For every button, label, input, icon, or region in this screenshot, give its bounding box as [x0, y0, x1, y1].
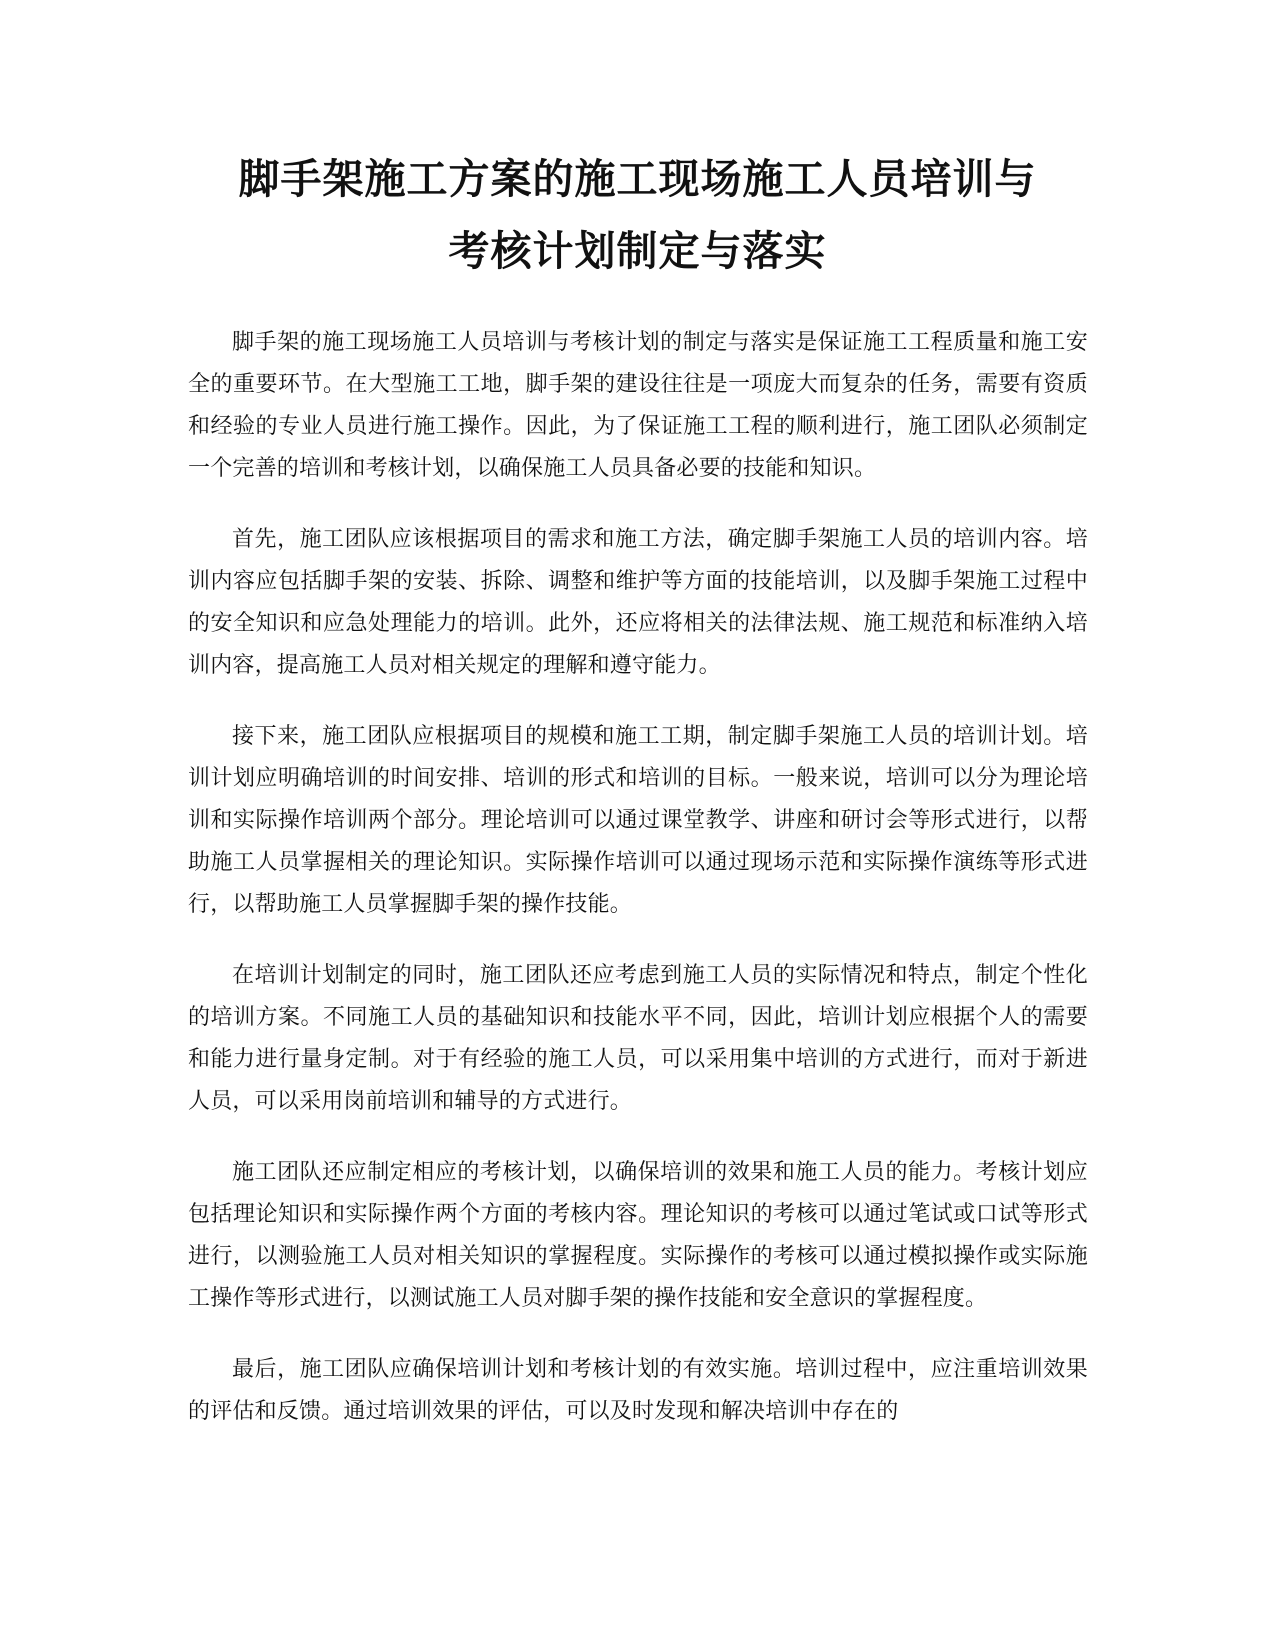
title-line-1: 脚手架施工方案的施工现场施工人员培训与: [238, 155, 1037, 203]
paragraph-6: 最后，施工团队应确保培训计划和考核计划的有效实施。培训过程中，应注重培训效果的评估和反馈。通过培训效果的评估，可以及时发现和解决培训中存在的: [188, 1357, 1088, 1424]
paragraph-1: 脚手架的施工现场施工人员培训与考核计划的制定与落实是保证施工工程质量和施工安全的重要环节。在大型施工工地，脚手架的建设往往是一项庞大而复杂的任务，需要有资质和经验的专业人员进行施工操作。因此，为了保证施工工程的顺利进行，施工团队必须制定一个完善的培训和考核计划，以确保施工人员具备必要的技能和知识。: [188, 330, 1088, 481]
document-body: [188, 322, 1088, 1433]
paragraph-2: 首先，施工团队应该根据项目的需求和施工方法，确定脚手架施工人员的培训内容。培训内容应包括脚手架的安装、拆除、调整和维护等方面的技能培训，以及脚手架施工过程中的安全知识和应急处理能力的培训。此外，还应将相关的法律法规、施工规范和标准纳入培训内容，提高施工人员对相关规定的理解和遵守能力。: [188, 527, 1088, 678]
paragraph-4: 在培训计划制定的同时，施工团队还应考虑到施工人员的实际情况和特点，制定个性化的培训方案。不同施工人员的基础知识和技能水平不同，因此，培训计划应根据个人的需要和能力进行量身定制。对于有经验的施工人员，可以采用集中培训的方式进行，而对于新进人员，可以采用岗前培训和辅导的方式进行。: [188, 963, 1088, 1114]
title-line-2: 考核计划制定与落实: [448, 227, 827, 275]
paragraph-5: 施工团队还应制定相应的考核计划，以确保培训的效果和施工人员的能力。考核计划应包括理论知识和实际操作两个方面的考核内容。理论知识的考核可以通过笔试或口试等形式进行，以测验施工人员对相关知识的掌握程度。实际操作的考核可以通过模拟操作或实际施工操作等形式进行，以测试施工人员对脚手架的操作技能和安全意识的掌握程度。: [188, 1160, 1088, 1311]
paragraph-3: 接下来，施工团队应根据项目的规模和施工工期，制定脚手架施工人员的培训计划。培训计划应明确培训的时间安排、培训的形式和培训的目标。一般来说，培训可以分为理论培训和实际操作培训两个部分。理论培训可以通过课堂教学、讲座和研讨会等形式进行，以帮助施工人员掌握相关的理论知识。实际操作培训可以通过现场示范和实际操作演练等形式进行，以帮助施工人员掌握脚手架的操作技能。: [188, 724, 1088, 917]
document-title: [185, 143, 1090, 287]
